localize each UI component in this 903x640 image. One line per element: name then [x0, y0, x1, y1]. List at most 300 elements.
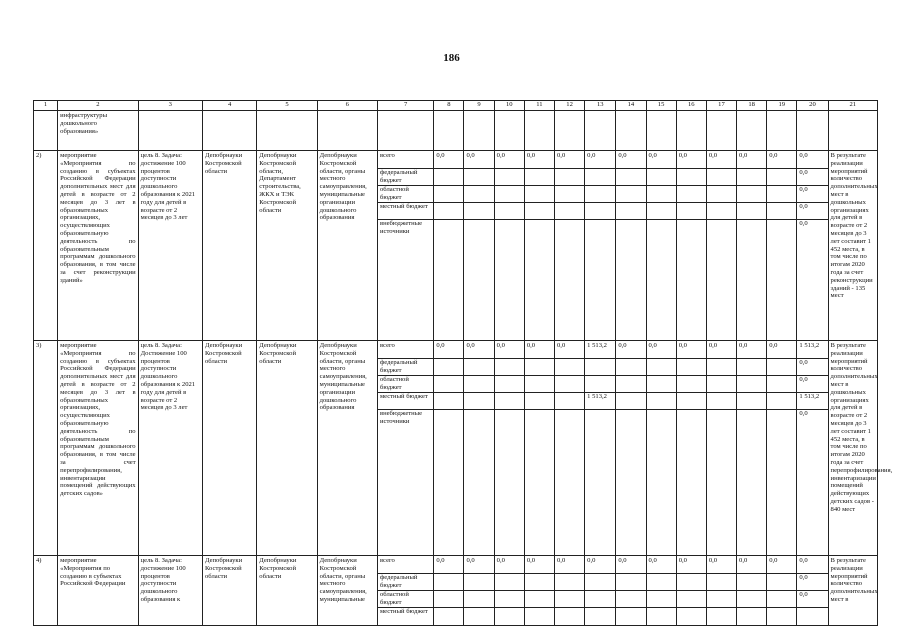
amount-cell	[616, 410, 645, 426]
amount-cell	[737, 393, 766, 410]
amount-cell	[767, 608, 796, 624]
participants: Депобрнауки Костромской области, Департамент строительства, ЖКХ и ТЭК Костромской области	[257, 151, 317, 341]
table-cell	[646, 111, 676, 151]
amount-cell	[677, 574, 706, 591]
amount-cell: 0,0	[434, 152, 463, 169]
total-column	[797, 556, 828, 626]
table-cell	[524, 111, 554, 151]
amount-cell	[647, 186, 676, 203]
amount-cell	[525, 169, 554, 186]
col-header: 3	[138, 101, 202, 111]
table-row	[34, 341, 878, 556]
amount-cell: 0,0	[797, 359, 827, 376]
amount-cell: 0,0	[737, 152, 766, 169]
amount-cell	[525, 574, 554, 591]
executors: Депобрнауки Костромской области, органы местного самоуправления, муниципальные организации дошкольного образования	[317, 341, 377, 556]
continuation-row	[34, 111, 878, 151]
amount-cell	[707, 574, 736, 591]
table-cell	[646, 341, 676, 556]
col-header: 11	[524, 101, 554, 111]
amount-cell	[767, 186, 796, 203]
table-cell	[676, 341, 706, 556]
table-cell	[524, 151, 554, 341]
col-header: 19	[767, 101, 797, 111]
amount-cell	[555, 220, 584, 236]
amount-cell: 0,0	[525, 152, 554, 169]
amount-cell	[767, 359, 796, 376]
amount-cell: 0,0	[797, 574, 827, 591]
amount-cell	[616, 393, 645, 410]
amount-cell	[737, 359, 766, 376]
amount-cell: 0,0	[495, 342, 524, 359]
amount-cell: 1 513,2	[797, 393, 827, 410]
amount-cell	[616, 574, 645, 591]
amount-cell	[464, 169, 493, 186]
amount-cell: 0,0	[797, 591, 827, 608]
amount-cell	[434, 376, 463, 393]
table-cell	[434, 151, 464, 341]
table-cell	[706, 556, 736, 626]
amount-cell	[737, 410, 766, 426]
amount-cell	[616, 220, 645, 236]
amount-cell	[737, 186, 766, 203]
amount-cell	[677, 608, 706, 624]
table-cell	[646, 556, 676, 626]
funding-sources	[377, 341, 433, 556]
table-cell	[464, 151, 494, 341]
amount-cell	[647, 169, 676, 186]
amount-cell	[767, 169, 796, 186]
total-column	[797, 341, 828, 556]
participants: Депобрнауки Костромской области	[257, 341, 317, 556]
amount-cell	[464, 574, 493, 591]
funding-sources	[377, 151, 433, 341]
goal-text: цель 8. Задача: достижение 100 процентов доступности дошкольного образования к	[138, 556, 202, 626]
amount-cell	[555, 591, 584, 608]
goal-text: цель 8. Задача: достижение 100 процентов доступности дошкольного образования к 2021 году для детей в возрасте от 2 месяцев до 3 лет	[138, 151, 202, 341]
amount-cell	[464, 220, 493, 236]
funding-source-label: областной бюджет	[378, 186, 433, 203]
amount-cell	[585, 359, 615, 376]
table-cell	[767, 151, 797, 341]
amount-cell	[495, 220, 524, 236]
amount-cell	[707, 203, 736, 220]
amount-cell	[767, 410, 796, 426]
amount-cell	[707, 169, 736, 186]
executors: Депобрнауки Костромской области, органы местного самоуправления, муниципальные организации дошкольного образования	[317, 151, 377, 341]
table-cell	[706, 151, 736, 341]
table-cell	[676, 111, 706, 151]
table-cell	[494, 111, 524, 151]
amount-cell	[464, 203, 493, 220]
amount-cell	[616, 186, 645, 203]
col-header: 5	[257, 101, 317, 111]
amount-cell	[495, 376, 524, 393]
amount-cell	[555, 203, 584, 220]
amount-cell	[434, 591, 463, 608]
amount-cell: 0,0	[647, 152, 676, 169]
amount-cell	[525, 186, 554, 203]
amount-cell	[677, 220, 706, 236]
amount-cell: 0,0	[677, 342, 706, 359]
amount-cell: 0,0	[797, 557, 827, 574]
amount-cell	[707, 608, 736, 624]
table-cell	[555, 341, 585, 556]
amount-cell	[434, 169, 463, 186]
amount-cell: 0,0	[767, 557, 796, 574]
table-cell	[616, 151, 646, 341]
amount-cell: 0,0	[616, 342, 645, 359]
table-cell	[646, 151, 676, 341]
amount-cell: 1 513,2	[585, 393, 615, 410]
amount-cell: 0,0	[585, 152, 615, 169]
amount-cell	[434, 359, 463, 376]
budget-table	[33, 100, 893, 626]
amount-cell	[434, 410, 463, 426]
amount-cell	[464, 393, 493, 410]
amount-cell	[464, 410, 493, 426]
amount-cell	[495, 574, 524, 591]
funding-source-label: федеральный бюджет	[378, 169, 433, 186]
amount-cell	[464, 186, 493, 203]
amount-cell: 1 513,2	[585, 342, 615, 359]
amount-cell	[767, 220, 796, 236]
amount-cell	[737, 376, 766, 393]
amount-cell	[555, 169, 584, 186]
table-cell	[464, 111, 494, 151]
amount-cell: 0,0	[707, 342, 736, 359]
table-cell	[767, 556, 797, 626]
amount-cell	[464, 359, 493, 376]
amount-cell	[585, 574, 615, 591]
col-header: 6	[317, 101, 377, 111]
table-cell	[585, 111, 616, 151]
funding-source-label: местный бюджет	[378, 393, 433, 410]
amount-cell	[767, 393, 796, 410]
amount-cell: 0,0	[616, 557, 645, 574]
funding-source-label: областной бюджет	[378, 376, 433, 393]
table-cell	[202, 111, 256, 151]
table-cell	[524, 341, 554, 556]
amount-cell	[737, 591, 766, 608]
amount-cell	[737, 169, 766, 186]
amount-cell	[495, 410, 524, 426]
amount-cell	[495, 169, 524, 186]
expected-result: В результате реализации мероприятий количество дополнительных мест в дошкольных организациях для детей в возрасте от 2 месяцев до 3 лет составит 1 452 места, в том числе по итогам 2020 года за счет реконструкции зданий - 135 мест	[828, 151, 877, 341]
amount-cell	[616, 359, 645, 376]
amount-cell: 0,0	[707, 152, 736, 169]
amount-cell: 0,0	[525, 342, 554, 359]
amount-cell: 0,0	[464, 152, 493, 169]
amount-cell	[616, 376, 645, 393]
amount-cell	[525, 359, 554, 376]
coordinator: Депобрнауки Костромской области	[202, 556, 256, 626]
amount-cell	[616, 169, 645, 186]
amount-cell	[555, 186, 584, 203]
amount-cell: 0,0	[677, 557, 706, 574]
amount-cell	[737, 203, 766, 220]
table-cell	[377, 111, 433, 151]
table-cell	[317, 111, 377, 151]
table-cell	[797, 111, 828, 151]
amount-cell: 0,0	[797, 376, 827, 393]
amount-cell	[495, 359, 524, 376]
amount-cell: 0,0	[797, 169, 827, 186]
amount-cell: 0,0	[767, 152, 796, 169]
table-cell	[706, 111, 736, 151]
amount-cell	[737, 574, 766, 591]
amount-cell: 0,0	[677, 152, 706, 169]
amount-cell: 0,0	[464, 557, 493, 574]
amount-cell	[525, 410, 554, 426]
funding-source-label: местный бюджет	[379, 608, 428, 615]
col-header: 13	[585, 101, 616, 111]
amount-cell	[525, 608, 554, 624]
amount-cell	[585, 376, 615, 393]
amount-cell	[647, 410, 676, 426]
amount-cell	[707, 393, 736, 410]
amount-cell: 0,0	[555, 152, 584, 169]
amount-cell	[707, 186, 736, 203]
amount-cell	[585, 169, 615, 186]
expected-result: В результате реализации мероприятий количество дополнительных мест в дошкольных организациях для детей в возрасте от 2 месяцев до 3 лет составит 1 452 места, в том числе по итогам 2020 года за счет перепрофилирования, инвентаризации помещений действующих детских садов - 840 мест	[828, 341, 877, 556]
amount-cell	[525, 591, 554, 608]
table-cell	[555, 111, 585, 151]
col-header: 14	[616, 101, 646, 111]
amount-cell	[647, 393, 676, 410]
amount-cell: 0,0	[434, 342, 463, 359]
table-cell	[737, 111, 767, 151]
amount-cell: 0,0	[434, 557, 463, 574]
table-cell	[616, 111, 646, 151]
amount-cell	[555, 410, 584, 426]
table-cell	[494, 341, 524, 556]
amount-cell	[647, 574, 676, 591]
amount-cell: 0,0	[799, 220, 808, 227]
amount-cell: 0,0	[767, 342, 796, 359]
amount-cell	[707, 220, 736, 236]
table-cell	[616, 556, 646, 626]
col-header: 7	[377, 101, 433, 111]
col-header: 9	[464, 101, 494, 111]
amount-cell	[677, 203, 706, 220]
amount-cell	[495, 186, 524, 203]
amount-cell: 0,0	[495, 557, 524, 574]
amount-cell	[585, 410, 615, 426]
amount-cell	[464, 376, 493, 393]
table-cell	[434, 341, 464, 556]
amount-cell: 1 513,2	[797, 342, 827, 359]
amount-cell	[707, 376, 736, 393]
amount-cell	[495, 203, 524, 220]
amount-cell	[555, 376, 584, 393]
amount-cell	[737, 608, 766, 624]
amount-cell	[707, 359, 736, 376]
amount-cell	[797, 608, 827, 624]
page-number: 186	[443, 52, 460, 64]
table-cell	[737, 556, 767, 626]
amount-cell	[677, 169, 706, 186]
funding-source-label: всего	[378, 557, 433, 574]
col-header: 8	[434, 101, 464, 111]
amount-cell	[767, 203, 796, 220]
amount-cell: 0,0	[647, 557, 676, 574]
amount-cell: 0,0	[799, 410, 808, 417]
table-cell	[585, 341, 616, 556]
executors: Депобрнауки Костромской области, органы местного самоуправления, муниципальные	[317, 556, 377, 626]
table-cell	[494, 151, 524, 341]
amount-cell: 0,0	[585, 557, 615, 574]
amount-cell: 0,0	[797, 186, 827, 203]
amount-cell	[767, 591, 796, 608]
amount-cell	[647, 359, 676, 376]
amount-cell	[767, 376, 796, 393]
amount-cell	[585, 186, 615, 203]
amount-cell: 0,0	[647, 342, 676, 359]
table-cell	[434, 556, 464, 626]
col-header: 21	[828, 101, 877, 111]
total-column	[797, 151, 828, 341]
table-row	[34, 556, 878, 626]
table-row	[34, 151, 878, 341]
amount-cell	[495, 393, 524, 410]
table-cell	[737, 341, 767, 556]
table-cell	[616, 341, 646, 556]
col-header: 17	[706, 101, 736, 111]
table-cell	[585, 556, 616, 626]
amount-cell	[434, 608, 463, 624]
amount-cell: 0,0	[797, 152, 827, 169]
table-cell	[676, 151, 706, 341]
amount-cell	[555, 608, 584, 624]
amount-cell	[707, 591, 736, 608]
amount-cell: 0,0	[525, 557, 554, 574]
table-cell	[585, 151, 616, 341]
funding-source-label: местный бюджет	[378, 203, 433, 220]
table-cell	[737, 151, 767, 341]
funding-source-label: всего	[378, 152, 433, 169]
table-cell	[464, 341, 494, 556]
amount-cell	[647, 591, 676, 608]
table-cell	[524, 556, 554, 626]
row-number: 2)	[34, 151, 58, 341]
amount-cell	[555, 359, 584, 376]
expected-result: В результате реализации мероприятий количество дополнительных мест в	[828, 556, 877, 626]
row-number: 4)	[34, 556, 58, 626]
continuation-text: инфраструктуры дошкольного образования»	[58, 111, 138, 151]
col-header: 10	[494, 101, 524, 111]
amount-cell	[647, 220, 676, 236]
table-cell	[434, 111, 464, 151]
amount-cell	[616, 608, 645, 624]
amount-cell	[585, 608, 615, 624]
amount-cell	[647, 376, 676, 393]
amount-cell	[434, 186, 463, 203]
table-cell	[828, 111, 877, 151]
amount-cell: 0,0	[464, 342, 493, 359]
amount-cell	[677, 186, 706, 203]
amount-cell	[677, 410, 706, 426]
table-cell	[767, 111, 797, 151]
amount-cell	[434, 220, 463, 236]
amount-cell	[616, 203, 645, 220]
amount-cell	[737, 220, 766, 236]
table-cell	[138, 111, 202, 151]
amount-cell: 0,0	[707, 557, 736, 574]
table-cell	[555, 556, 585, 626]
amount-cell	[434, 393, 463, 410]
amount-cell	[677, 591, 706, 608]
col-header: 16	[676, 101, 706, 111]
amount-cell	[555, 574, 584, 591]
coordinator: Депобрнауки Костромской области	[202, 151, 256, 341]
amount-cell	[434, 574, 463, 591]
amount-cell	[525, 393, 554, 410]
col-header: 2	[58, 101, 138, 111]
event-name: мероприятие «Мероприятия по созданию в субъектах Российской Федерации дополнительных мест для детей в возрасте от 2 месяцев до 3 лет в образовательных организациях, осуществляющих образовательную деятельность по образовательным программам дошкольного образования, в том числе за счет реконструкции зданий»	[58, 151, 138, 341]
col-header: 4	[202, 101, 256, 111]
col-header: 15	[646, 101, 676, 111]
amount-cell: 0,0	[495, 152, 524, 169]
col-header: 18	[737, 101, 767, 111]
amount-cell	[647, 608, 676, 624]
amount-cell	[647, 203, 676, 220]
funding-source-label: федеральный бюджет	[378, 574, 433, 591]
coordinator: Депобрнауки Костромской области	[202, 341, 256, 556]
row-number: 3)	[34, 341, 58, 556]
amount-cell: 0,0	[737, 557, 766, 574]
table-cell	[767, 341, 797, 556]
amount-cell	[464, 591, 493, 608]
amount-cell	[525, 376, 554, 393]
event-name: мероприятие «Мероприятия по созданию в субъектах Российской Федерации дополнительных мест для детей в возрасте от 2 месяцев до 3 лет в образовательных организациях, осуществляющих образовательную деятельность по образовательным программам дошкольного образования, в том числе за счет перепрофилирования, инвентаризации помещений действующих детских садов»	[58, 341, 138, 556]
amount-cell: 0,0	[555, 342, 584, 359]
amount-cell: 0,0	[555, 557, 584, 574]
funding-sources	[377, 556, 433, 626]
amount-cell	[585, 203, 615, 220]
funding-source-label: внебюджетные источники	[379, 410, 423, 425]
amount-cell	[767, 574, 796, 591]
amount-cell	[677, 376, 706, 393]
amount-cell	[585, 220, 615, 236]
event-name: мероприятие «Мероприятия по созданию в субъектах Российской Федерации	[58, 556, 138, 626]
funding-source-label: областной бюджет	[378, 591, 433, 608]
amount-cell	[677, 393, 706, 410]
funding-source-label: внебюджетные источники	[379, 220, 423, 235]
funding-source-label: всего	[378, 342, 433, 359]
amount-cell	[616, 591, 645, 608]
funding-source-label: федеральный бюджет	[378, 359, 433, 376]
table-cell	[706, 341, 736, 556]
table-cell	[555, 151, 585, 341]
amount-cell	[525, 203, 554, 220]
amount-cell: 0,0	[616, 152, 645, 169]
amount-cell: 0,0	[797, 203, 827, 220]
col-header: 1	[34, 101, 58, 111]
table-cell	[676, 556, 706, 626]
table-cell	[34, 111, 58, 151]
amount-cell	[555, 393, 584, 410]
col-header: 12	[555, 101, 585, 111]
col-header: 20	[797, 101, 828, 111]
amount-cell	[525, 220, 554, 236]
amount-cell	[495, 591, 524, 608]
amount-cell	[585, 591, 615, 608]
participants: Депобрнауки Костромской области	[257, 556, 317, 626]
amount-cell	[677, 359, 706, 376]
amount-cell	[495, 608, 524, 624]
amount-cell	[464, 608, 493, 624]
